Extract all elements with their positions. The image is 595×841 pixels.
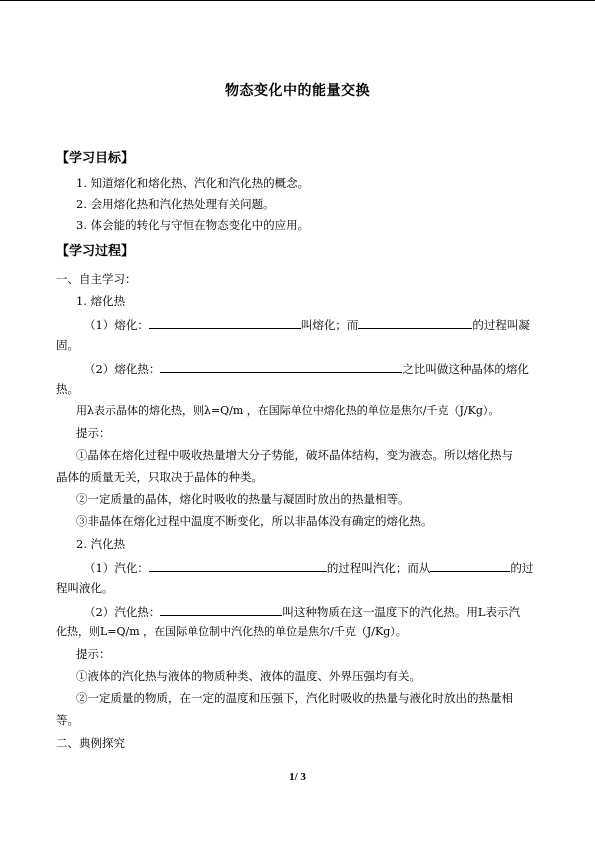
text-span: 的过 [510,561,534,575]
vaporization-heat-definition-line [84,603,520,619]
text-line: 固。 [56,338,79,352]
text-line: ②一定质量的物质，在一定的温度和压强下，汽化时吸收的热量与液化时放出的热量相 [76,691,513,705]
fill-blank[interactable] [149,316,301,329]
text-line: 等。 [56,713,79,727]
melting-definition-line [84,316,530,332]
fill-blank[interactable] [160,603,282,616]
goal-item: 3. 体会能的转化与守恒在物态变化中的应用。 [76,218,310,232]
vaporization-definition-line [84,559,533,575]
text-span: 的过程叫凝 [472,318,530,332]
text-span: （1）汽化： [84,561,149,575]
text-span: 之比叫做这种晶体的熔化 [402,362,529,376]
text-span: （2）熔化热： [84,362,161,376]
text-span: 叫这种物质在这一温度下的汽化热。用L表示汽 [282,605,520,619]
subheading-vaporization-heat: 2. 汽化热 [76,537,126,551]
text-span: （2）汽化热： [84,605,161,619]
fill-blank[interactable] [430,559,510,572]
hint-label: 提示： [76,426,111,440]
section-heading-process: 【学习过程】 [56,244,135,259]
fill-blank[interactable] [160,360,402,373]
text-line: ①晶体在熔化过程中吸收热量增大分子势能，破坏晶体结构，变为液态。所以熔化热与 [76,448,513,462]
top-rule [0,0,595,1]
text-line: 程叫液化。 [56,581,114,595]
text-line: 热。 [56,382,79,396]
page-title: 物态变化中的能量交换 [225,83,370,99]
text-line: ①液体的汽化热与液体的物质种类、液体的温度、外界压强均有关。 [76,669,421,683]
fill-blank[interactable] [149,559,327,572]
subheading-melting-heat: 1. 熔化热 [76,294,126,308]
melting-heat-definition-line [84,360,529,376]
part-heading: 二、典例探究 [56,736,125,750]
melting-formula-line: 用λ表示晶体的熔化热，则λ=Q/m ，在国际单位中熔化热的单位是焦尔/千克（J/Kg）。 [76,404,500,417]
text-span: 叫熔化；而 [300,318,359,332]
goal-item: 1. 知道熔化和熔化热、汽化和汽化热的概念。 [76,176,310,190]
text-line: ②一定质量的晶体，熔化时吸收的热量与凝固时放出的热量相等。 [76,492,410,506]
section-heading-goals: 【学习目标】 [56,151,135,166]
text-line: 晶体的质量无关，只取决于晶体的种类。 [56,470,263,484]
goal-item: 2. 会用熔化热和汽化热处理有关问题。 [76,197,275,211]
text-span: （1）熔化： [84,318,149,332]
part-heading: 一、自主学习： [56,272,137,286]
text-line: ③非晶体在熔化过程中温度不断变化，所以非晶体没有确定的熔化热。 [76,514,433,528]
hint-label: 提示： [76,647,111,661]
text-span: 的过程叫汽化；而从 [326,561,431,575]
page-number: 1/ 3 [289,771,306,783]
fill-blank[interactable] [358,316,472,329]
text-line: 化热，则L=Q/m ，在国际单位制中汽化热的单位是焦尔/千克（J/Kg）。 [56,625,407,638]
